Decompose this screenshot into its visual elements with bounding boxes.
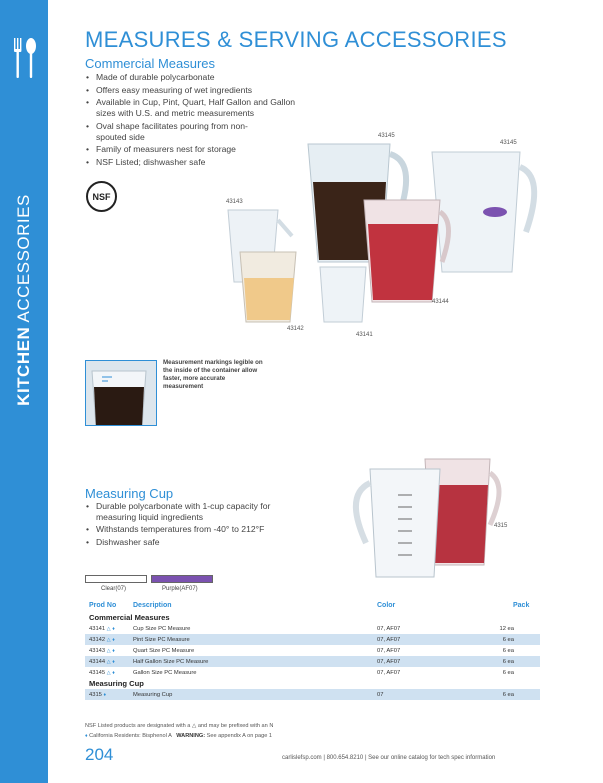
table-row: 43144 △ ♦ Half Gallon Size PC Measure 07, AF07 6 ea (85, 656, 540, 667)
diamond-icon: ♦ (112, 658, 115, 665)
table-row: 43142 △ ♦ Pint Size PC Measure 07, AF07 6 ea (85, 634, 540, 645)
header-prod-no: Prod No (89, 602, 117, 609)
inset-caption: Measurement markings legible on the inside of the container allow faster, more accurate measurement (163, 359, 263, 391)
sidebar (0, 0, 48, 783)
diamond-icon: ♦ (112, 625, 115, 632)
table-row: 43143 △ ♦ Quart Size PC Measure 07, AF07 6 ea (89, 647, 514, 654)
feature-item: • Durable polycarbonate with 1-cup capacity for measuring liquid ingredients (85, 501, 295, 522)
nsf-triangle-icon: △ (106, 669, 111, 676)
product-label-43145: 43145 (378, 133, 395, 139)
commercial-measures-title: Commercial Measures (85, 56, 216, 71)
nsf-logo: NSF (86, 181, 117, 212)
page-number: 204 (85, 745, 114, 764)
swatch-label-clear: Clear(07) (101, 586, 127, 592)
table-group-title: Measuring Cup (89, 679, 144, 688)
table-row: 4315 ♦ Measuring Cup 07 6 ea (85, 689, 540, 700)
measuring-cup-title: Measuring Cup (85, 486, 174, 501)
diamond-icon: ♦ (112, 669, 115, 676)
feature-item: • Available in Cup, Pint, Quart, Half Gallon and Gallon sizes with U.S. and metric measurements (85, 97, 305, 118)
swatch-clear (85, 575, 147, 583)
product-label-43142: 43142 (287, 326, 304, 332)
nsf-triangle-icon: △ (106, 658, 111, 665)
nsf-triangle-icon: △ (106, 625, 111, 632)
table-row: 43141 △ ♦ Cup Size PC Measure 07, AF07 12 ea (89, 625, 514, 632)
measurement-markings-inset-photo (85, 360, 157, 426)
product-table (85, 599, 540, 700)
nsf-triangle-icon: △ (106, 647, 111, 654)
utensils-icon (10, 36, 40, 80)
product-label-43145-right: 43145 (500, 140, 517, 146)
header-pack: Pack (513, 602, 530, 609)
product-label-43141: 43141 (356, 332, 373, 338)
measuring-cup-photo (340, 455, 510, 580)
table-group-title: Commercial Measures (89, 613, 170, 622)
feature-item: • Offers easy measuring of wet ingredients (85, 85, 305, 96)
nsf-triangle-icon: △ (106, 636, 111, 643)
feature-item: • Made of durable polycarbonate (85, 72, 305, 83)
footer-contact: carlislefsp.com | 800.654.8210 | See our online catalog for tech spec information (282, 755, 496, 761)
product-label-4315: 4315 (494, 523, 508, 529)
sidebar-section-label: KITCHEN ACCESSORIES (14, 194, 33, 406)
feature-item: • NSF Listed; dishwasher safe (85, 157, 305, 168)
product-label-43144: 43144 (432, 299, 449, 305)
table-row: 43145 △ ♦ Gallon Size PC Measure 07, AF07 6 ea (89, 669, 514, 676)
table-header (85, 599, 540, 612)
header-description: Description (133, 602, 172, 609)
header-color: Color (377, 602, 396, 609)
measuring-cup-features-list (85, 501, 295, 550)
product-label-43143: 43143 (226, 199, 243, 205)
warning-footnote: ♦ California Residents: Bisphenol A WARNING: See appendix A on page 1 (85, 733, 272, 739)
feature-item: • Dishwasher safe (85, 537, 295, 548)
swatch-label-purple: Purple(AF07) (162, 586, 198, 592)
measures-photo (220, 132, 550, 342)
feature-item: • Withstands temperatures from -40° to 212°F (85, 524, 295, 535)
diamond-icon: ♦ (103, 691, 107, 698)
feature-item: • Oval shape facilitates pouring from non-spouted side (85, 121, 255, 142)
swatch-purple (151, 575, 213, 583)
diamond-icon: ♦ (112, 636, 115, 643)
diamond-icon: ♦ (85, 733, 88, 739)
feature-item: • Family of measurers nest for storage (85, 144, 305, 155)
nsf-footnote: NSF Listed products are designated with a △ and may be prefixed with an N (85, 723, 274, 729)
diamond-icon: ♦ (112, 647, 115, 654)
page-title: MEASURES & SERVING ACCESSORIES (85, 27, 507, 52)
